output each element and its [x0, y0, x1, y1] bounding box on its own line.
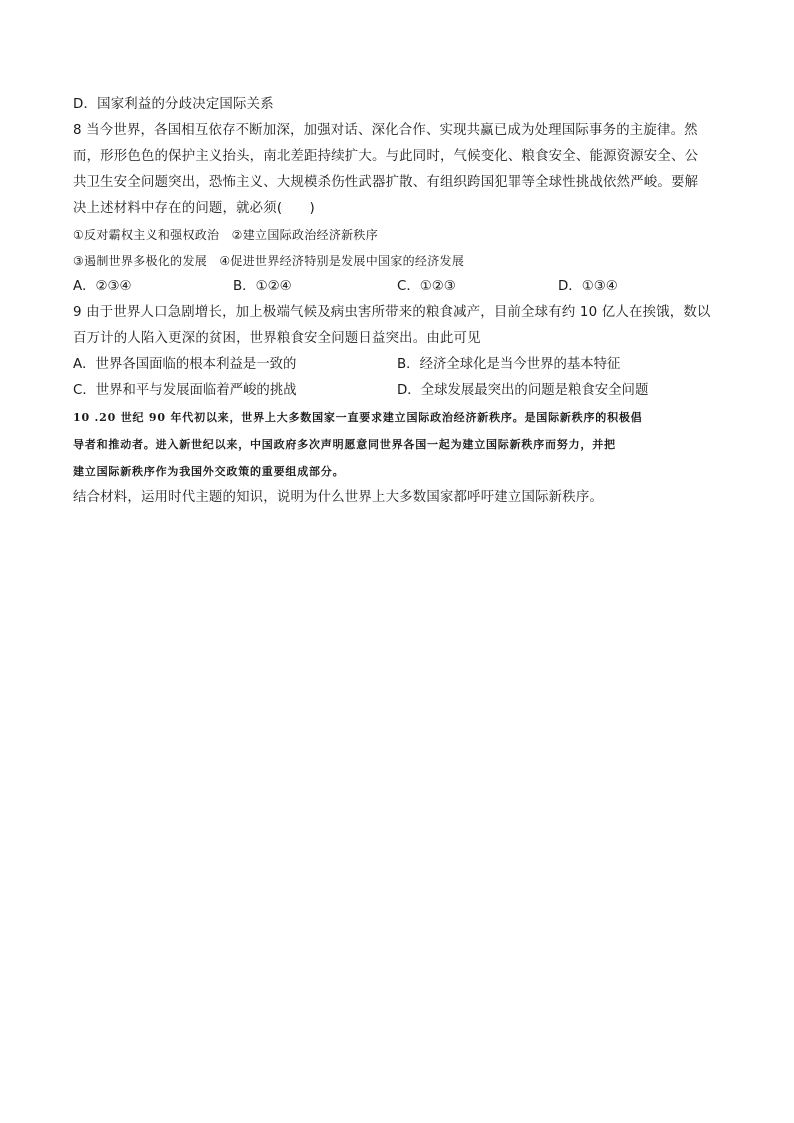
q8-stem-line: 决上述材料中存在的问题，就必须( ) [73, 201, 315, 216]
q8-options [73, 274, 723, 300]
q9-option-d[interactable]: D．全球发展最突出的问题是粮食安全问题 [397, 383, 649, 398]
q9-option-c[interactable]: C．世界和平与发展面临着严峻的挑战 [73, 383, 297, 398]
q8-stem-line: 而，形形色色的保护主义抬头，南北差距持续扩大。与此同时，气候变化、粮食安全、能源资源安全、公 [73, 149, 699, 164]
q8-option-c[interactable]: C．①②③ [397, 279, 456, 294]
q9-stem-line: 百万计的人陷入更深的贫困，世界粮食安全问题日益突出。由此可见 [73, 331, 481, 346]
q8-option-d[interactable]: D．①③④ [558, 279, 618, 294]
q9-stem-line: 9 由于世界人口急剧增长，加上极端气候及病虫害所带来的粮食减产，目前全球有约 10 亿人在挨饿，数以 [73, 305, 711, 320]
q9-options-row-2 [73, 378, 723, 404]
q10-material-line: 建立国际新秩序作为我国外交政策的重要组成部分。 [73, 465, 345, 478]
q8-option-b[interactable]: B．①②④ [233, 279, 292, 294]
q7-option-d: D．国家利益的分歧决定国际关系 [73, 97, 274, 112]
q8-option-a[interactable]: A．②③④ [73, 279, 132, 294]
q8-stem-line: 共卫生安全问题突出，恐怖主义、大规模杀伤性武器扩散、有组织跨国犯罪等全球性挑战依然严峻。要解 [73, 175, 699, 190]
q9-option-a[interactable]: A．世界各国面临的根本利益是一致的 [73, 357, 297, 372]
question-page [73, 92, 723, 511]
q9-option-b[interactable]: B．经济全球化是当今世界的基本特征 [397, 357, 621, 372]
q8-statements-line: ①反对霸权主义和强权政治 ②建立国际政治经济新秩序 [73, 228, 379, 242]
q10-material-line: 导者和推动者。进入新世纪以来，中国政府多次声明愿意同世界各国一起为建立国际新秩序而努力，并把 [73, 438, 616, 451]
q8-statements-line: ③遏制世界多极化的发展 ④促进世界经济特别是发展中国家的经济发展 [73, 254, 465, 268]
q9-options-row-1 [73, 352, 723, 378]
q8-stem-line: 8 当今世界，各国相互依存不断加深，加强对话、深化合作、实现共赢已成为处理国际事务的主旋律。然 [73, 123, 698, 138]
question-8 [73, 118, 723, 300]
q10-material-line: 10 .20 世纪 90 年代初以来，世界上大多数国家一直要求建立国际政治经济新秩序。是国际新秩序的积极倡 [73, 411, 643, 424]
question-9 [73, 300, 723, 404]
q10-prompt: 结合材料，运用时代主题的知识，说明为什么世界上大多数国家都呼吁建立国际新秩序。 [73, 490, 604, 505]
question-10 [73, 404, 723, 511]
